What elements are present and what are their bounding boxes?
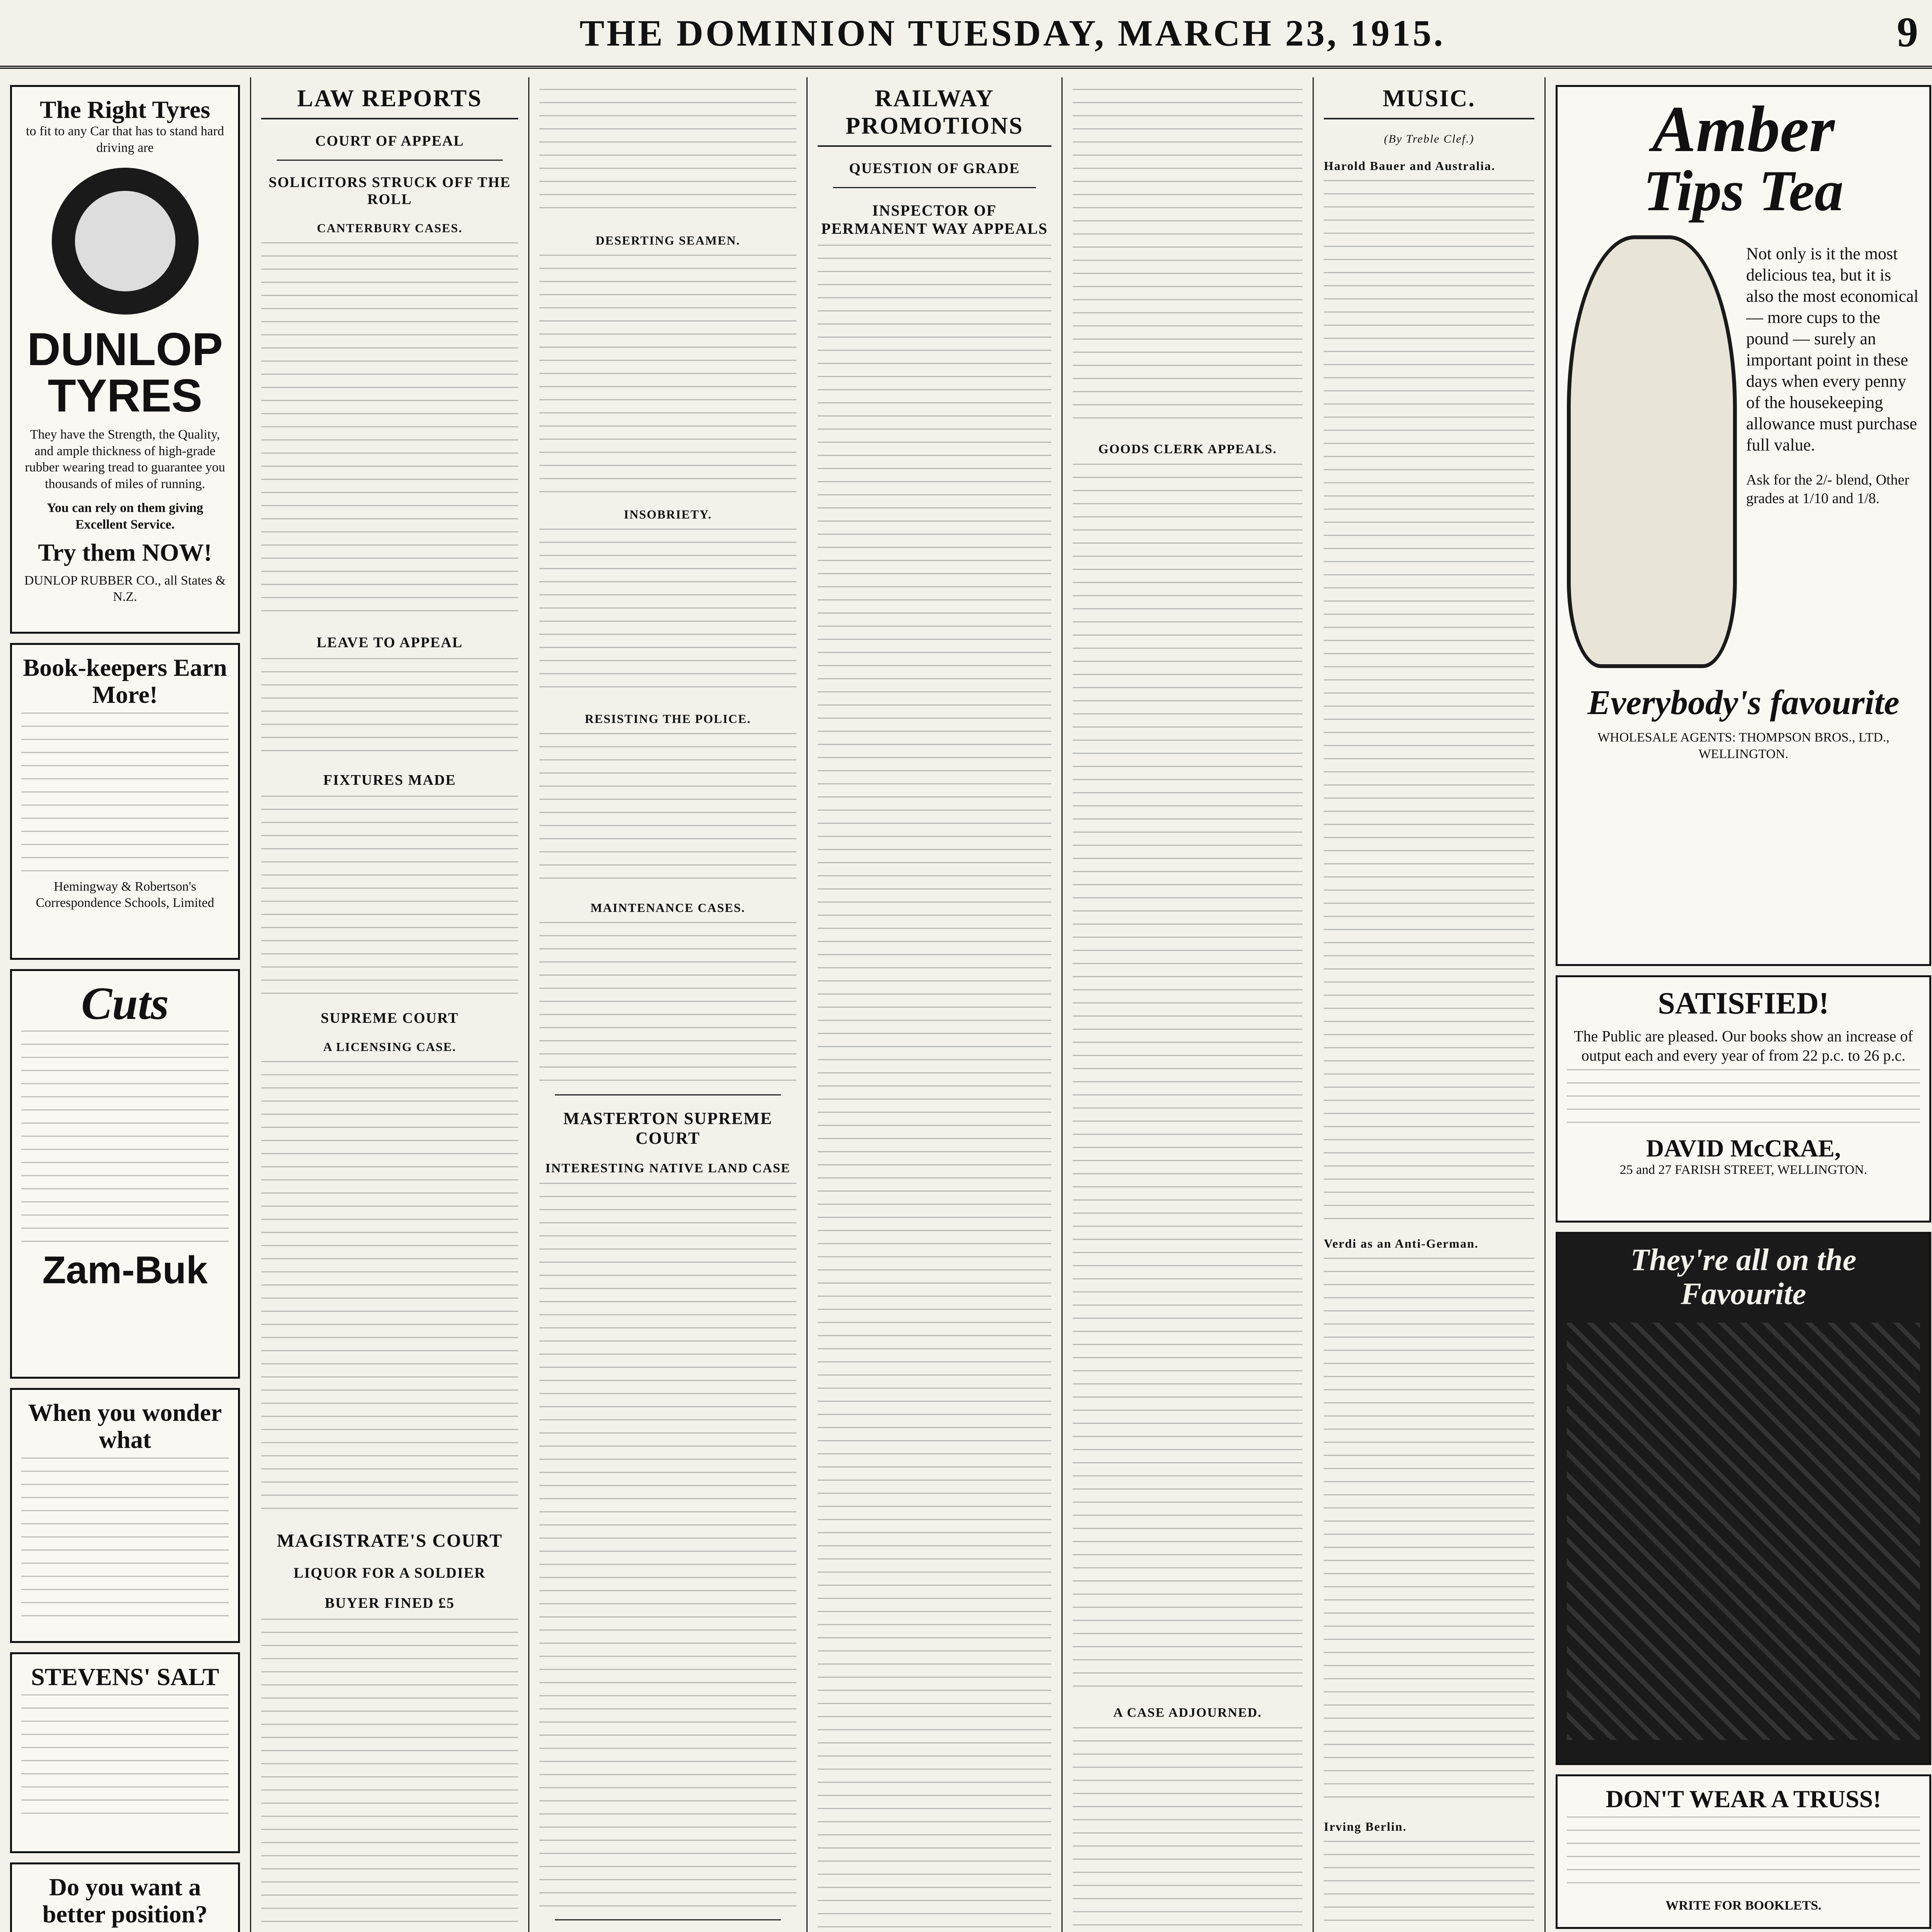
right-advertising-column <box>1546 77 1932 1932</box>
amber-tips-tea-ad <box>1556 85 1931 966</box>
masterton-supreme-court-heading: MASTERTON SUPREME COURT <box>563 1109 773 1148</box>
masthead <box>0 0 1932 69</box>
divider <box>277 160 503 161</box>
article-body <box>1324 1841 1534 1932</box>
goods-clerk-appeals-heading: GOODS CLERK APPEALS. <box>1098 442 1277 456</box>
article-body <box>261 1061 518 1517</box>
music-byline: (By Treble Clef.) <box>1384 133 1475 145</box>
dunlop-line3: You can rely on them giving Excellent Service. <box>47 501 203 532</box>
resisting-police-heading: RESISTING THE POLICE. <box>585 712 751 726</box>
tyre-illustration <box>52 168 199 315</box>
zambuk-top: Cuts <box>81 978 169 1029</box>
amber-brand1: Amber <box>1652 93 1835 165</box>
divider <box>833 187 1036 188</box>
dunlop-line2: to fit to any Car that has to stand hard driving are <box>26 124 224 155</box>
deserting-seamen-heading: DESERTING SEAMEN. <box>595 233 740 247</box>
article-body <box>261 658 518 759</box>
newspaper-title: THE DOMINION TUESDAY, MARCH 23, 1915. <box>580 12 1446 54</box>
harold-bauer-heading: Harold Bauer and Australia. <box>1324 159 1495 173</box>
mccrae-copy: The Public are pleased. Our books show an increase of output each and every year of from 22 p.c. to 26 p.c. <box>1574 1027 1913 1064</box>
music-column <box>1314 77 1546 1932</box>
bookkeepers-footer: Hemingway & Robertson's Correspondence Schools, Limited <box>36 879 214 910</box>
article-body <box>1324 1258 1534 1806</box>
mccrae-address: 25 and 27 FARISH STREET, WELLINGTON. <box>1619 1163 1867 1177</box>
dunlop-cta: Try them NOW! <box>38 539 212 566</box>
canterbury-cases-heading: CANTERBURY CASES. <box>317 221 463 235</box>
better-position-ad <box>10 1862 240 1932</box>
article-body <box>539 529 796 699</box>
law-reports-column <box>251 77 529 1932</box>
native-land-case-heading: INTERESTING NATIVE LAND CASE <box>545 1161 791 1175</box>
permanent-way-appeals-heading: INSPECTOR OF PERMANENT WAY APPEALS <box>821 202 1048 237</box>
truss-ad <box>1556 1774 1931 1929</box>
dunlop-brand2: TYRES <box>48 370 202 422</box>
truss-footer: WRITE FOR BOOKLETS. <box>1665 1898 1821 1913</box>
amber-copy: Not only is it the most delicious tea, but it is also the most economical — more cups to the pound — surely an important point in these days when every penny of the housekeeping allowance must purchase full value. <box>1746 244 1918 454</box>
mccrae-name: DAVID McCRAE, <box>1646 1134 1841 1162</box>
divider <box>555 1919 781 1920</box>
article-body <box>1324 180 1534 1223</box>
railway-continued-column <box>1063 77 1314 1932</box>
cough-remedy-ad <box>10 1388 240 1643</box>
amber-slogan: Everybody's favourite <box>1587 684 1900 722</box>
mccrae-headline: SATISFIED! <box>1658 986 1829 1020</box>
leave-to-appeal-heading: LEAVE TO APPEAL <box>316 634 463 651</box>
supreme-court-heading: SUPREME COURT <box>320 1010 459 1026</box>
amber-brand2: Tips Tea <box>1643 159 1844 223</box>
dunlop-tyres-ad <box>10 85 240 634</box>
zambuk-body <box>21 1031 229 1247</box>
article-body <box>539 1183 796 1909</box>
article-body <box>1073 464 1303 1692</box>
bookkeepers-headline: Book-keepers Earn More! <box>23 654 227 709</box>
railway-promotions-heading: RAILWAY PROMOTIONS <box>818 85 1051 147</box>
stevens-brand: STEVENS' SALT <box>31 1663 219 1690</box>
cough-body <box>21 1458 229 1620</box>
article-body <box>539 733 796 888</box>
law-reports-heading: LAW REPORTS <box>261 85 518 119</box>
court-of-appeal-heading: COURT OF APPEAL <box>315 133 464 149</box>
left-advertising-column <box>0 77 251 1932</box>
zambuk-brand: Zam-Buk <box>42 1248 208 1292</box>
divider <box>555 1094 781 1095</box>
stevens-salt-ad <box>10 1652 240 1853</box>
page-number: 9 <box>1897 9 1918 56</box>
question-of-grade-heading: QUESTION OF GRADE <box>849 160 1020 177</box>
liquor-for-soldier-heading: LIQUOR FOR A SOLDIER <box>293 1565 486 1581</box>
insobriety-heading: INSOBRIETY. <box>624 507 712 521</box>
case-adjourned-heading: A CASE ADJOURNED. <box>1113 1706 1262 1720</box>
mccrae-body <box>1567 1069 1920 1131</box>
article-body <box>1073 1727 1303 1932</box>
music-heading: MUSIC. <box>1324 85 1534 119</box>
article-body <box>261 242 518 621</box>
maintenance-cases-heading: MAINTENANCE CASES. <box>590 901 745 915</box>
favourite-illustration <box>1567 1323 1920 1740</box>
dunlop-line1: The Right Tyres <box>40 96 210 123</box>
cough-headline: When you wonder what <box>28 1399 222 1454</box>
article-body <box>1073 89 1303 429</box>
article-body <box>539 922 796 1084</box>
article-body <box>261 1619 518 1932</box>
truss-body <box>1567 1816 1920 1894</box>
article-body <box>818 245 1051 1932</box>
magistrates-court-heading: MAGISTRATE'S COURT <box>277 1531 503 1551</box>
dunlop-brand: DUNLOP <box>27 323 223 376</box>
railway-promotions-column <box>808 77 1063 1932</box>
truss-headline: DON'T WEAR A TRUSS! <box>1605 1785 1881 1813</box>
bookkeepers-body <box>21 713 229 875</box>
fixtures-made-heading: FIXTURES MADE <box>323 772 456 788</box>
mccrae-mattress-ad <box>1556 975 1931 1223</box>
solicitors-struck-off-heading: SOLICITORS STRUCK OFF THE ROLL <box>269 174 511 207</box>
bookkeepers-ad <box>10 643 240 960</box>
buyer-fined-heading: BUYER FINED £5 <box>325 1595 455 1611</box>
favourite-ad <box>1556 1232 1931 1765</box>
amber-footer: WHOLESALE AGENTS: THOMPSON BROS., LTD., WELLINGTON. <box>1597 730 1889 761</box>
law-reports-continued-column <box>529 77 808 1932</box>
dunlop-tagline: They have the Strength, the Quality, and ample thickness of high-grade rubber wearing tread to guarantee you thousands of miles of running. <box>25 427 225 491</box>
article-body <box>261 796 518 997</box>
position-headline: Do you want a better position? <box>42 1873 208 1928</box>
amber-price: Ask for the 2/- blend, Other grades at 1/10 and 1/8. <box>1746 472 1910 507</box>
irving-berlin-heading: Irving Berlin. <box>1324 1820 1407 1833</box>
favourite-headline: They're all on the Favourite <box>1630 1243 1857 1311</box>
stevens-body <box>21 1694 229 1818</box>
verdi-heading: Verdi as an Anti-German. <box>1324 1236 1479 1250</box>
teapot-illustration <box>1567 235 1737 668</box>
article-body <box>539 89 796 220</box>
article-body <box>539 255 796 494</box>
dunlop-footer: DUNLOP RUBBER CO., all States & N.Z. <box>24 573 226 604</box>
licensing-case-heading: A LICENSING CASE. <box>323 1040 456 1054</box>
zambuk-ad <box>10 969 240 1379</box>
